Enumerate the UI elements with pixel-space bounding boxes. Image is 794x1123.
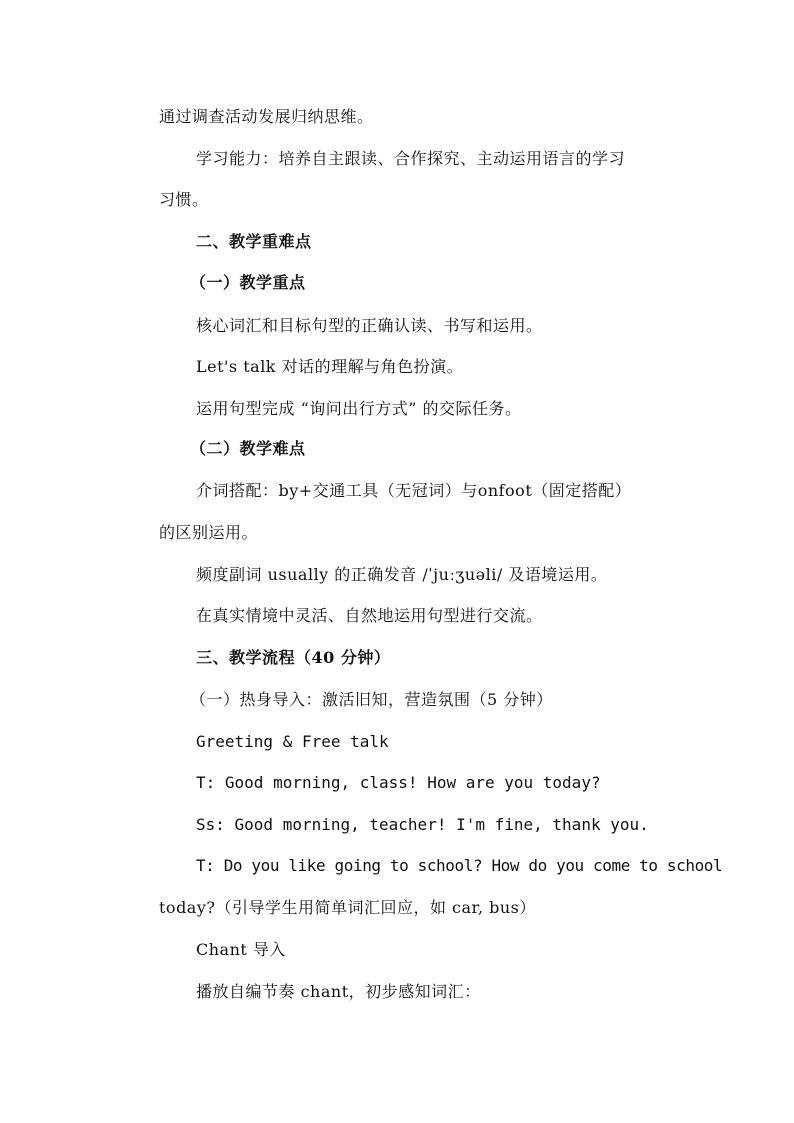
text-line: 通过调查活动发展归纳思维。	[159, 107, 374, 126]
text-line: today?（引导学生用简单词汇回应，如 car, bus）	[159, 898, 536, 917]
text-line: 播放自编节奏 chant，初步感知词汇：	[196, 982, 481, 1001]
text-line: 介词搭配：by+交通工具（无冠词）与onfoot（固定搭配）	[196, 481, 632, 500]
text-line: T: Do you like going to school? How do you come to school	[196, 856, 723, 875]
text-line: Greeting & Free talk	[196, 732, 389, 751]
text-line: 频度副词 usually 的正确发音 /ˈjuːʒuəli/ 及语境运用。	[196, 565, 608, 584]
text-line: Let's talk 对话的理解与角色扮演。	[196, 357, 464, 376]
text-line: Chant 导入	[196, 940, 286, 959]
text-line: 核心词汇和目标句型的正确认读、书写和运用。	[196, 316, 543, 335]
subsection-heading: （二）教学难点	[190, 439, 306, 458]
text-line: Ss: Good morning, teacher! I'm fine, thank you.	[196, 815, 649, 834]
text-line: T: Good morning, class! How are you today?	[196, 773, 601, 792]
section-heading: 二、教学重难点	[196, 232, 312, 251]
text-line: 在真实情境中灵活、自然地运用句型进行交流。	[196, 606, 543, 625]
text-line: 习惯。	[159, 190, 209, 209]
text-line: 学习能力：培养自主跟读、合作探究、主动运用语言的学习	[196, 149, 626, 168]
section-heading: 三、教学流程（40 分钟）	[196, 648, 391, 667]
subsection-heading: （一）教学重点	[190, 273, 306, 292]
text-line: 运用句型完成 “询问出行方式” 的交际任务。	[196, 399, 522, 418]
text-line: （一）热身导入：激活旧知，营造氛围（5 分钟）	[190, 690, 553, 709]
text-line: 的区别运用。	[159, 523, 259, 542]
